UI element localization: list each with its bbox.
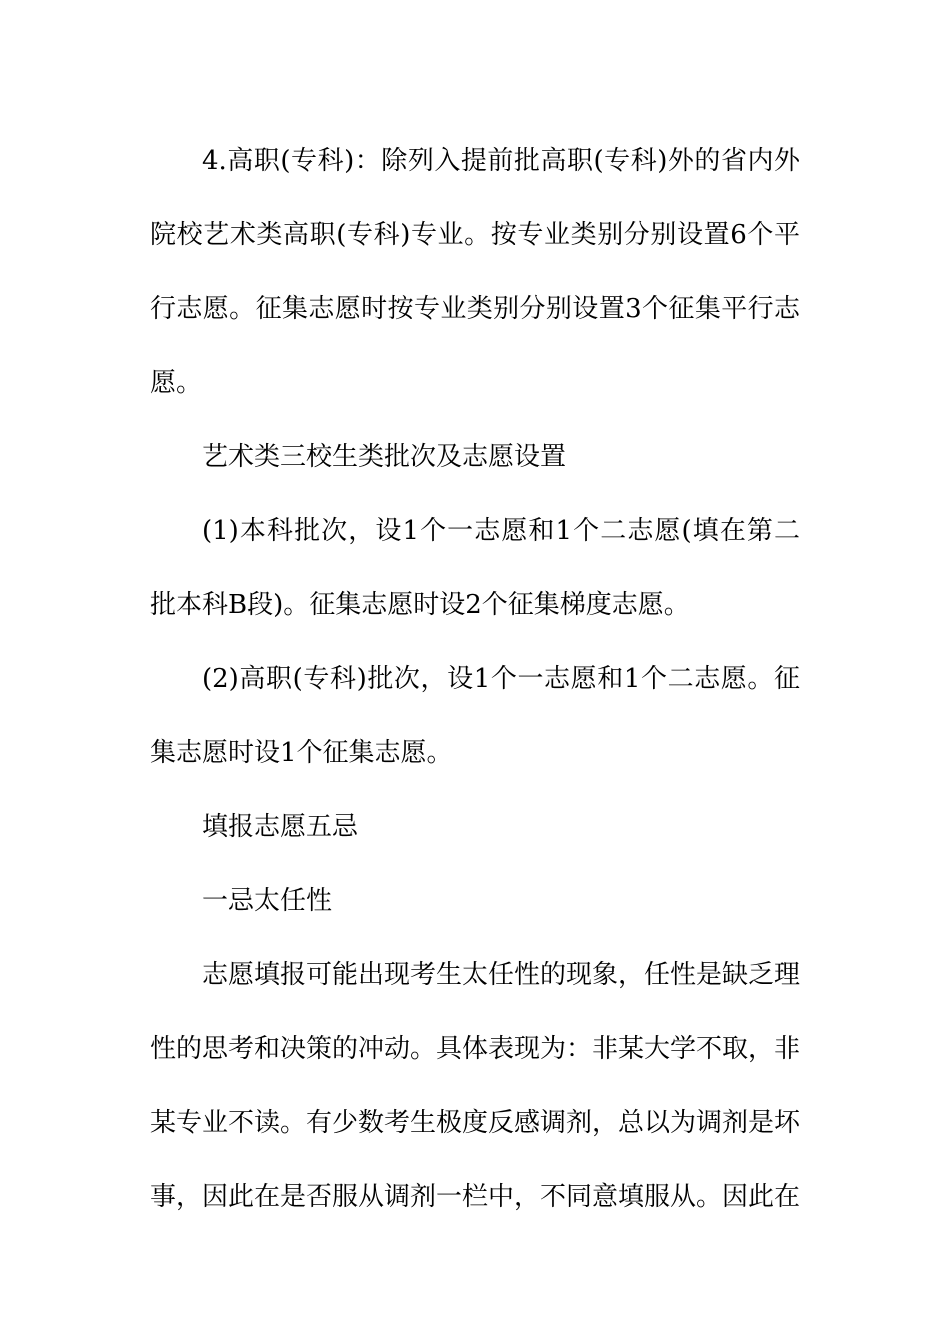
paragraph-vocational-batch-2: (2)高职(专科)批次，设1个一志愿和1个二志愿。征集志愿时设1个征集志愿。 xyxy=(150,664,800,768)
subheading-first-taboo: 一忌太任性 xyxy=(202,886,333,916)
paragraph-undergraduate-batch: (1)本科批次，设1个一志愿和1个二志愿(填在第二批本科B段)。征集志愿时设2个征集梯度志愿。 xyxy=(150,516,800,620)
paragraph-first-taboo-body: 志愿填报可能出现考生太任性的现象，任性是缺乏理性的思考和决策的冲动。具体表现为：非某大学不取，非某专业不读。有少数考生极度反感调剂，总以为调剂是坏事，因此在是否服从调剂一栏中，不同意填服从。因此在 xyxy=(150,960,801,1212)
section-heading-art-three-school: 艺术类三校生类批次及志愿设置 xyxy=(202,442,567,472)
document-body xyxy=(150,124,800,1234)
section-heading-five-taboos: 填报志愿五忌 xyxy=(202,812,359,842)
paragraph-vocational-batch: 4.高职(专科)：除列入提前批高职(专科)外的省内外院校艺术类高职(专科)专业。按专业类别分别设置6个平行志愿。征集志愿时按专业类别分别设置3个征集平行志愿。 xyxy=(150,146,800,398)
